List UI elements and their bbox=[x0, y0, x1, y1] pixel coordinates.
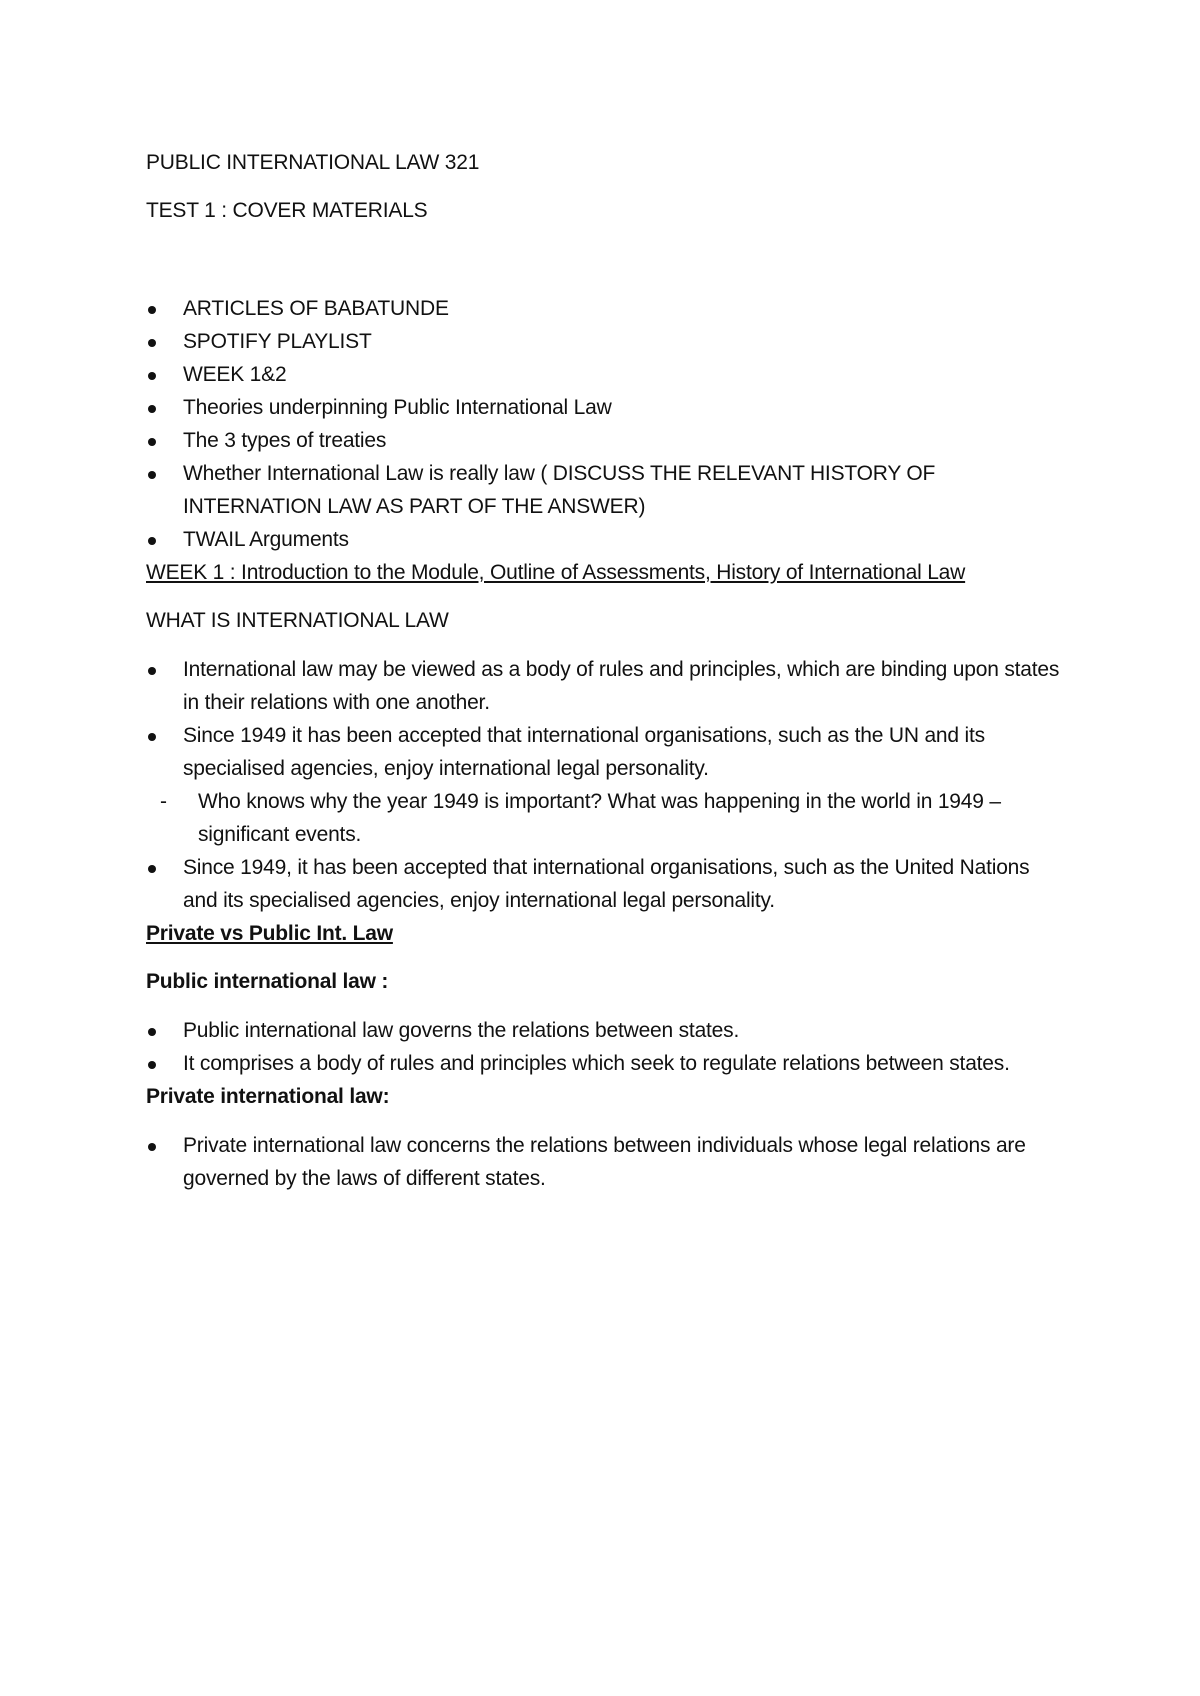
list-item: Private international law concerns the relations between individuals whose legal relations are governed by the laws of different states. bbox=[146, 1129, 1066, 1195]
document-title: PUBLIC INTERNATIONAL LAW 321 bbox=[146, 151, 480, 174]
international-law-points-list bbox=[146, 653, 1066, 917]
list-item: Whether International Law is really law ( DISCUSS THE RELEVANT HISTORY OF INTERNATION LAW AS PART OF THE ANSWER) bbox=[146, 457, 1066, 523]
private-vs-public-heading: Private vs Public Int. Law bbox=[146, 922, 393, 945]
document-content bbox=[146, 146, 1066, 1195]
list-item: The 3 types of treaties bbox=[146, 424, 1066, 457]
list-item: Public international law governs the relations between states. bbox=[146, 1014, 1066, 1047]
list-item: SPOTIFY PLAYLIST bbox=[146, 325, 1066, 358]
list-item: WEEK 1&2 bbox=[146, 358, 1066, 391]
public-law-points-list bbox=[146, 1014, 1066, 1080]
cover-materials-list bbox=[146, 292, 1066, 556]
list-item-dash: - Who knows why the year 1949 is important? What was happening in the world in 1949 – significant events. bbox=[146, 785, 1066, 851]
list-item: International law may be viewed as a body of rules and principles, which are binding upon states in their relations with one another. bbox=[146, 653, 1066, 719]
private-international-law-label: Private international law: bbox=[146, 1085, 390, 1108]
week1-heading: WEEK 1 : Introduction to the Module, Outline of Assessments, History of International Law bbox=[146, 561, 966, 584]
list-item: ARTICLES OF BABATUNDE bbox=[146, 292, 1066, 325]
list-item: TWAIL Arguments bbox=[146, 523, 1066, 556]
private-law-points-list bbox=[146, 1129, 1066, 1195]
list-item: Since 1949 it has been accepted that international organisations, such as the UN and its specialised agencies, enjoy international legal personality. bbox=[146, 719, 1066, 785]
list-item: Since 1949, it has been accepted that international organisations, such as the United Nations and its specialised agencies, enjoy international legal personality. bbox=[146, 851, 1066, 917]
document-subtitle: TEST 1 : COVER MATERIALS bbox=[146, 199, 428, 222]
what-is-international-law-heading: WHAT IS INTERNATIONAL LAW bbox=[146, 609, 449, 632]
list-item: Theories underpinning Public International Law bbox=[146, 391, 1066, 424]
public-international-law-label: Public international law : bbox=[146, 970, 389, 993]
list-item: It comprises a body of rules and principles which seek to regulate relations between states. bbox=[146, 1047, 1066, 1080]
